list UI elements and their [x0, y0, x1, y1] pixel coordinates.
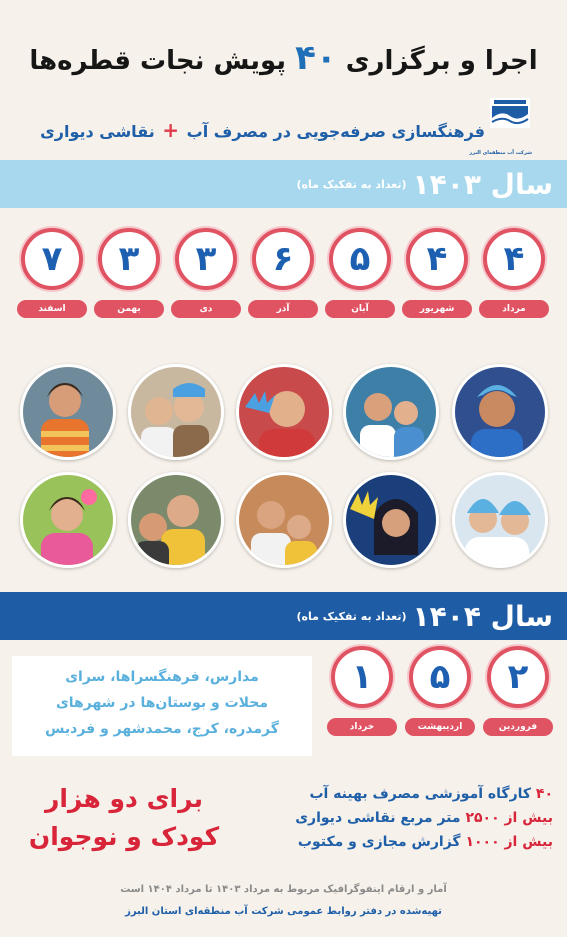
- photo-child-7: [343, 472, 439, 568]
- photo-child-9: [128, 472, 224, 568]
- month-label: آبان: [325, 300, 395, 318]
- logo-text: شرکت آب منطقه‌ای البرز: [469, 150, 532, 156]
- stat-item: [243, 806, 553, 830]
- month-label: آذر: [248, 300, 318, 318]
- child-photo-icon: [20, 367, 113, 460]
- month-item: [324, 228, 396, 318]
- subtitle: [15, 118, 485, 142]
- months-1403: [0, 228, 567, 338]
- locations-line-3: گرمدره، کرج، محمدشهر و فردیس: [45, 721, 279, 737]
- months-1404: [320, 646, 560, 756]
- month-count: ۵: [349, 239, 371, 279]
- month-count: ۶: [272, 239, 294, 279]
- footer-note: آمار و ارقام اینفوگرافیک مربوط به مرداد ۱۴۰۳ تا مرداد ۱۴۰۴ است: [120, 884, 447, 895]
- year-1403-label: [296, 164, 553, 204]
- child-photo-icon: [343, 367, 436, 460]
- audience-line-1: برای دو هزار: [44, 784, 204, 813]
- year-1404-label: [296, 596, 553, 636]
- audience-line-2: کودک و نوجوان: [28, 822, 220, 851]
- stat-text: گزارش مجازی و مکتوب: [297, 834, 461, 850]
- month-count: ۱: [351, 657, 373, 697]
- month-label: اسفند: [17, 300, 87, 318]
- photo-child-5: [20, 364, 116, 460]
- month-count: ۵: [429, 657, 451, 697]
- year-1403-breakdown: (تعداد به تفکیک ماه): [296, 177, 407, 191]
- footer-credit: تهیه‌شده در دفتر روابط عمومی شرکت آب منطقه‌ای استان البرز: [125, 906, 442, 917]
- year-1404-title: سال ۱۴۰۴: [412, 599, 553, 633]
- locations-box: [12, 656, 312, 756]
- month-item: [247, 228, 319, 318]
- month-item: [401, 228, 473, 318]
- child-photo-icon: [343, 475, 436, 568]
- photo-child-6: [452, 472, 548, 568]
- photo-child-4: [128, 364, 224, 460]
- child-photo-icon: [452, 475, 545, 568]
- stat-highlight: ۴۰: [535, 786, 553, 802]
- stat-text: کارگاه آموزشی مصرف بهینه آب: [309, 786, 532, 802]
- plus-icon: +: [162, 118, 180, 142]
- year-1404-breakdown: (تعداد به تفکیک ماه): [296, 609, 407, 623]
- subtitle-after: نقاشی دیواری: [40, 122, 155, 141]
- month-label: بهمن: [94, 300, 164, 318]
- month-count: ۳: [195, 239, 217, 279]
- audience-text: [14, 780, 234, 856]
- year-1403-title: سال ۱۴۰۳: [412, 167, 553, 201]
- company-logo: [469, 96, 532, 156]
- month-label: اردیبهشت: [405, 718, 475, 736]
- title-after: پویش نجات قطره‌ها: [29, 46, 287, 76]
- month-count: ۴: [426, 239, 448, 279]
- photo-child-2: [343, 364, 439, 460]
- locations-line-1: مدارس، فرهنگسراها، سرای: [65, 669, 259, 685]
- child-photo-icon: [452, 367, 545, 460]
- count-circle: [329, 228, 391, 290]
- stat-item: [243, 830, 553, 854]
- title-number: ۴۰: [295, 38, 337, 78]
- child-photo-icon: [128, 367, 221, 460]
- page-title: [0, 38, 567, 78]
- count-circle: [483, 228, 545, 290]
- photo-child-10: [20, 472, 116, 568]
- month-count: ۲: [507, 657, 529, 697]
- child-photo-icon: [20, 475, 113, 568]
- count-circle: [406, 228, 468, 290]
- month-label: مرداد: [479, 300, 549, 318]
- count-circle: [331, 646, 393, 708]
- month-item: [170, 228, 242, 318]
- child-photo-icon: [236, 475, 329, 568]
- stat-highlight: بیش از ۱۰۰۰: [465, 834, 553, 850]
- year-1404-banner: [0, 592, 567, 640]
- title-before: اجرا و برگزاری: [345, 46, 538, 76]
- child-photo-icon: [236, 367, 329, 460]
- month-count: ۷: [41, 239, 63, 279]
- photo-child-3: [236, 364, 332, 460]
- photo-child-1: [452, 364, 548, 460]
- locations-line-2: محلات و بوستان‌ها در شهرهای: [55, 695, 269, 711]
- count-circle: [21, 228, 83, 290]
- count-circle: [409, 646, 471, 708]
- stat-text: متر مربع نقاشی دیواری: [295, 810, 461, 826]
- month-count: ۴: [503, 239, 525, 279]
- month-item: [478, 228, 550, 318]
- count-circle: [175, 228, 237, 290]
- month-label: خرداد: [327, 718, 397, 736]
- photo-child-8: [236, 472, 332, 568]
- month-count: ۳: [118, 239, 140, 279]
- month-item: [326, 646, 398, 736]
- month-label: شهریور: [402, 300, 472, 318]
- month-label: فروردین: [483, 718, 553, 736]
- month-item: [93, 228, 165, 318]
- month-item: [482, 646, 554, 736]
- child-photo-icon: [128, 475, 221, 568]
- count-circle: [98, 228, 160, 290]
- stat-item: [243, 782, 553, 806]
- month-item: [404, 646, 476, 736]
- count-circle: [487, 646, 549, 708]
- year-1403-banner: [0, 160, 567, 208]
- month-label: دی: [171, 300, 241, 318]
- stats-list: [243, 782, 553, 854]
- stat-highlight: بیش از ۲۵۰۰: [465, 810, 553, 826]
- count-circle: [252, 228, 314, 290]
- month-item: [16, 228, 88, 318]
- subtitle-before: فرهنگسازی صرفه‌جویی در مصرف آب: [186, 122, 485, 141]
